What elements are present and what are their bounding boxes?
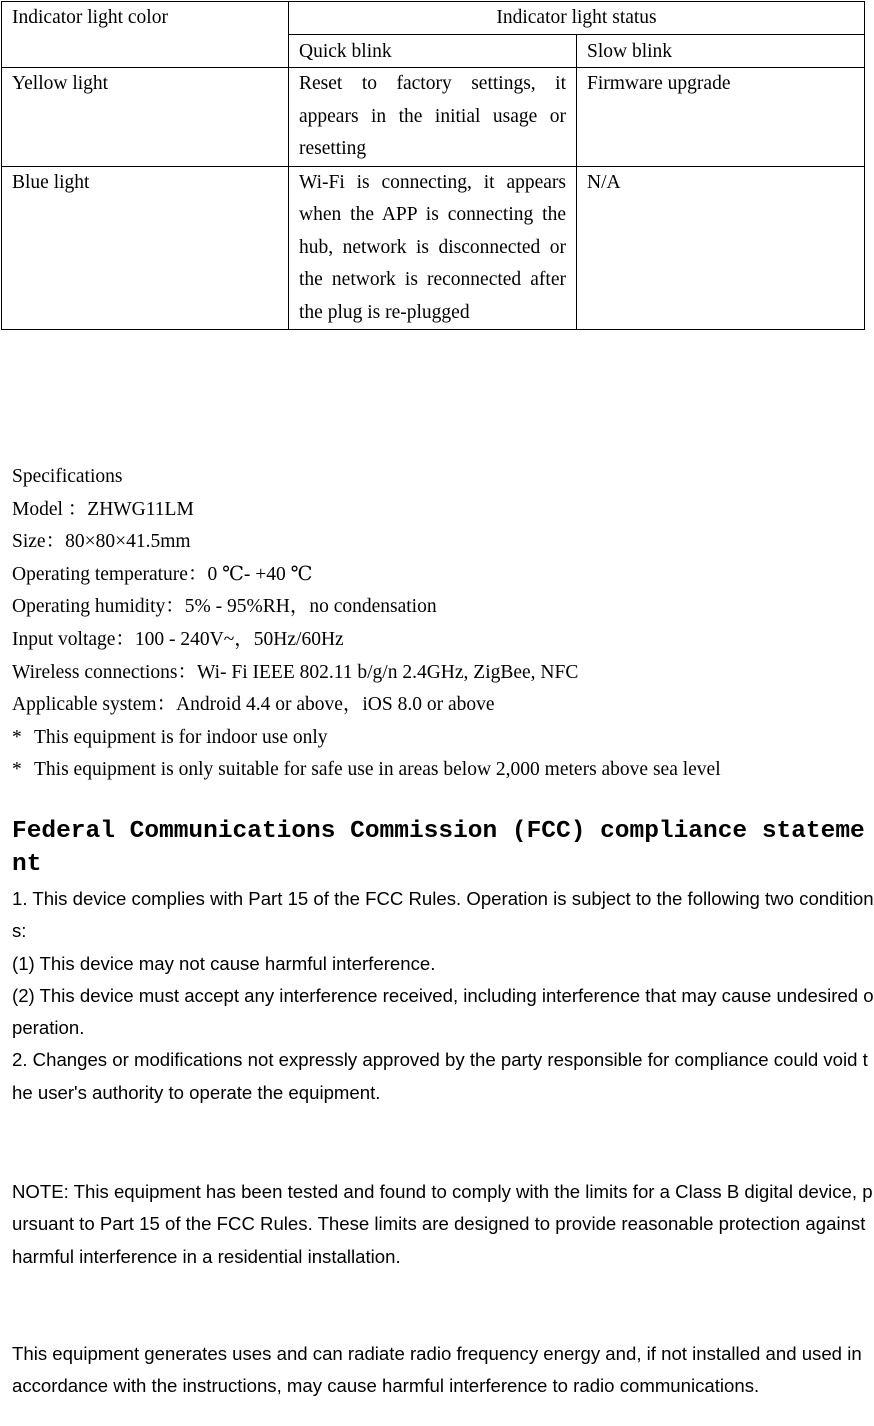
row-yellow-color: Yellow light xyxy=(2,68,289,167)
row-blue-color: Blue light xyxy=(2,166,289,330)
table-row xyxy=(2,68,865,167)
spec-system: Applicable system：Android 4.4 or above，iOS 8.0 or above xyxy=(12,694,495,716)
header-indicator-status: Indicator light status xyxy=(289,2,865,35)
fcc-radiation xyxy=(12,1338,874,1403)
spec-humidity: Operating humidity：5% - 95%RH，no condensation xyxy=(12,596,437,618)
table-row xyxy=(2,166,865,330)
fcc-item-1: 1. This device complies with Part 15 of the FCC Rules. Operation is subject to the following two conditions: xyxy=(12,888,874,942)
header-quick-blink: Quick blink xyxy=(289,35,577,68)
spec-wireless: Wireless connections：Wi- Fi IEEE 802.11 b/g/n 2.4GHz, ZigBee, NFC xyxy=(12,661,579,683)
fcc-radiation-text: This equipment generates uses and can radiate radio frequency energy and, if not installed and used in accordance with the instructions, may cause harmful interference to radio communications. xyxy=(12,1343,862,1397)
fcc-title: Federal Communications Commission (FCC) compliance statement xyxy=(12,818,865,878)
asterisk-icon: * xyxy=(12,759,22,781)
row-yellow-quick: Reset to factory settings, it appears in the initial usage or resetting xyxy=(289,68,577,167)
specifications-section xyxy=(12,461,721,787)
table-header-row xyxy=(2,2,865,35)
spec-size: Size：80×80×41.5mm xyxy=(12,531,191,553)
note-indoor-text: This equipment is for indoor use only xyxy=(34,726,328,748)
fcc-condition-2: (2) This device must accept any interference received, including interference that may cause undesired operation. xyxy=(12,984,874,1039)
note-indoor xyxy=(12,722,721,755)
spec-temperature: Operating temperature：0 ℃- +40 ℃ xyxy=(12,563,313,585)
header-slow-blink: Slow blink xyxy=(577,35,865,68)
fcc-conditions xyxy=(12,883,874,1109)
header-indicator-color: Indicator light color xyxy=(2,2,289,68)
row-yellow-slow: Firmware upgrade xyxy=(577,68,865,167)
spec-model: Model ：ZHWG11LM xyxy=(12,498,194,520)
specifications-heading: Specifications xyxy=(12,466,123,487)
fcc-condition-1: (1) This device may not cause harmful interference. xyxy=(12,952,436,974)
fcc-item-2: 2. Changes or modifications not expressly approved by the party responsible for compliance could void the user's authority to operate the equipment. xyxy=(12,1049,868,1103)
note-altitude-text: This equipment is only suitable for safe use in areas below 2,000 meters above sea level xyxy=(34,759,721,781)
note-altitude xyxy=(12,754,721,787)
asterisk-icon: * xyxy=(12,726,22,748)
indicator-light-table xyxy=(1,1,865,330)
fcc-note-text: NOTE: This equipment has been tested and found to comply with the limits for a Class B digital device, pursuant to Part 15 of the FCC Rules. These limits are designed to provide reasonable protection against harmful interference in a residential installation. xyxy=(12,1181,873,1267)
row-blue-quick: Wi-Fi is connecting, it appears when the APP is connecting the hub, network is disconnected or the network is reconnected after the plug is re-plugged xyxy=(289,166,577,330)
spec-voltage: Input voltage：100 - 240V~，50Hz/60Hz xyxy=(12,628,344,650)
row-blue-slow: N/A xyxy=(577,166,865,330)
fcc-note xyxy=(12,1176,874,1273)
